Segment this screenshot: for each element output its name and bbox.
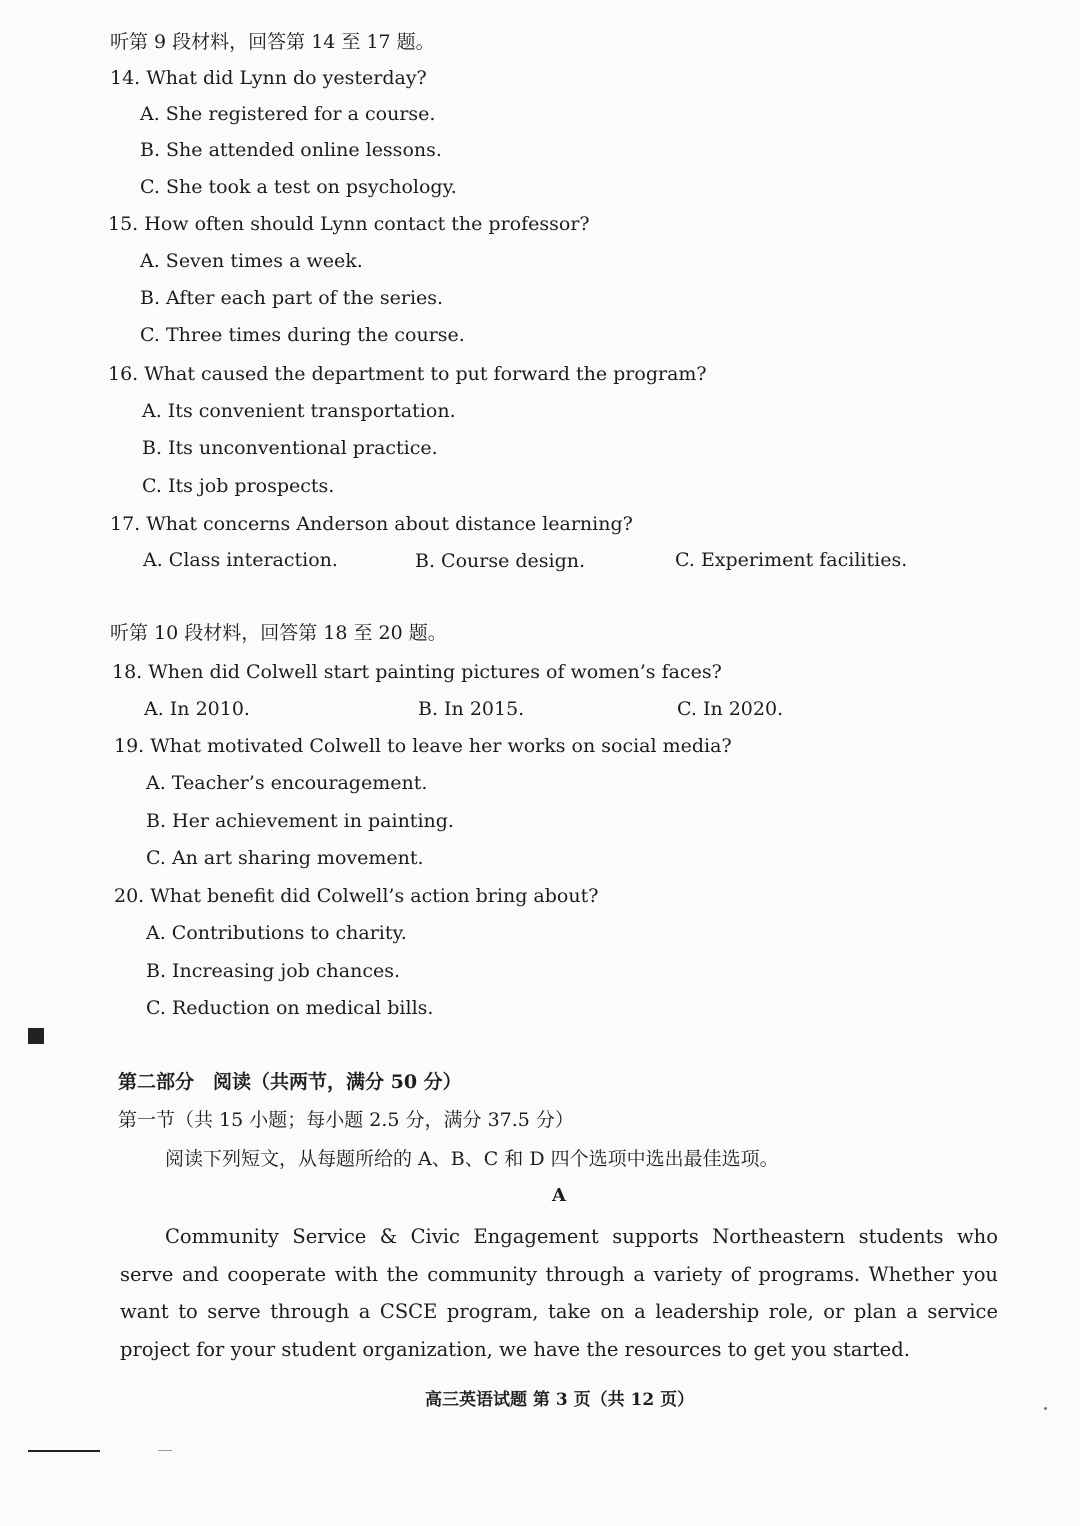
q18-option-c: C. In 2020. (677, 698, 784, 720)
q19-option-b: B. Her achievement in painting. (146, 810, 454, 832)
question-20: 20. What benefit did Colwell’s action bring about? (114, 885, 599, 907)
page-footer: 高三英语试题 第 3 页（共 12 页） (425, 1390, 695, 1410)
q18-option-b: B. In 2015. (418, 698, 525, 720)
question-15: 15. How often should Lynn contact the professor? (108, 213, 590, 235)
q19-option-c: C. An art sharing movement. (146, 847, 424, 869)
q18-option-a: A. In 2010. (144, 698, 250, 720)
registration-mark (28, 1028, 44, 1044)
bottom-rule-short (158, 1450, 172, 1451)
q15-option-c: C. Three times during the course. (140, 324, 465, 346)
q15-option-a: A. Seven times a week. (140, 250, 363, 272)
q20-option-c: C. Reduction on medical bills. (146, 997, 434, 1019)
q17-option-c: C. Experiment facilities. (675, 549, 908, 571)
part2-title: 第二部分 阅读（共两节，满分 50 分） (118, 1071, 462, 1093)
question-14: 14. What did Lynn do yesterday? (110, 67, 427, 89)
q20-option-b: B. Increasing job chances. (146, 960, 400, 982)
q17-option-b: B. Course design. (415, 550, 586, 572)
q16-option-a: A. Its convenient transportation. (142, 400, 456, 422)
question-16: 16. What caused the department to put forward the program? (108, 363, 707, 385)
q19-option-a: A. Teacher’s encouragement. (146, 772, 428, 794)
passage-text: Community Service & Civic Engagement supports Northeastern students who serve and cooperate with the community through a variety of programs. Whether you want to serve through a CSCE program, take on a leadership role, or plan a service project for your student organization, we have the resources to get you started. (120, 1225, 998, 1361)
q20-option-a: A. Contributions to charity. (146, 922, 407, 944)
section9-instruction: 听第 9 段材料，回答第 14 至 17 题。 (110, 31, 435, 53)
question-17: 17. What concerns Anderson about distance learning? (110, 513, 633, 535)
scan-speck (1044, 1407, 1047, 1410)
question-18: 18. When did Colwell start painting pictures of women’s faces? (112, 661, 722, 683)
part2-instruction: 阅读下列短文，从每题所给的 A、B、C 和 D 四个选项中选出最佳选项。 (165, 1148, 779, 1170)
q14-option-c: C. She took a test on psychology. (140, 176, 457, 198)
q14-option-a: A. She registered for a course. (140, 103, 436, 125)
q16-option-b: B. Its unconventional practice. (142, 437, 438, 459)
question-19: 19. What motivated Colwell to leave her works on social media? (114, 735, 732, 757)
section10-instruction: 听第 10 段材料，回答第 18 至 20 题。 (110, 622, 447, 644)
passage-label: A (552, 1185, 566, 1206)
q17-option-a: A. Class interaction. (143, 549, 338, 571)
q14-option-b: B. She attended online lessons. (140, 139, 442, 161)
part2-section1: 第一节（共 15 小题；每小题 2.5 分，满分 37.5 分） (118, 1109, 574, 1131)
bottom-rule (28, 1450, 100, 1452)
q16-option-c: C. Its job prospects. (142, 475, 335, 497)
q15-option-b: B. After each part of the series. (140, 287, 444, 309)
